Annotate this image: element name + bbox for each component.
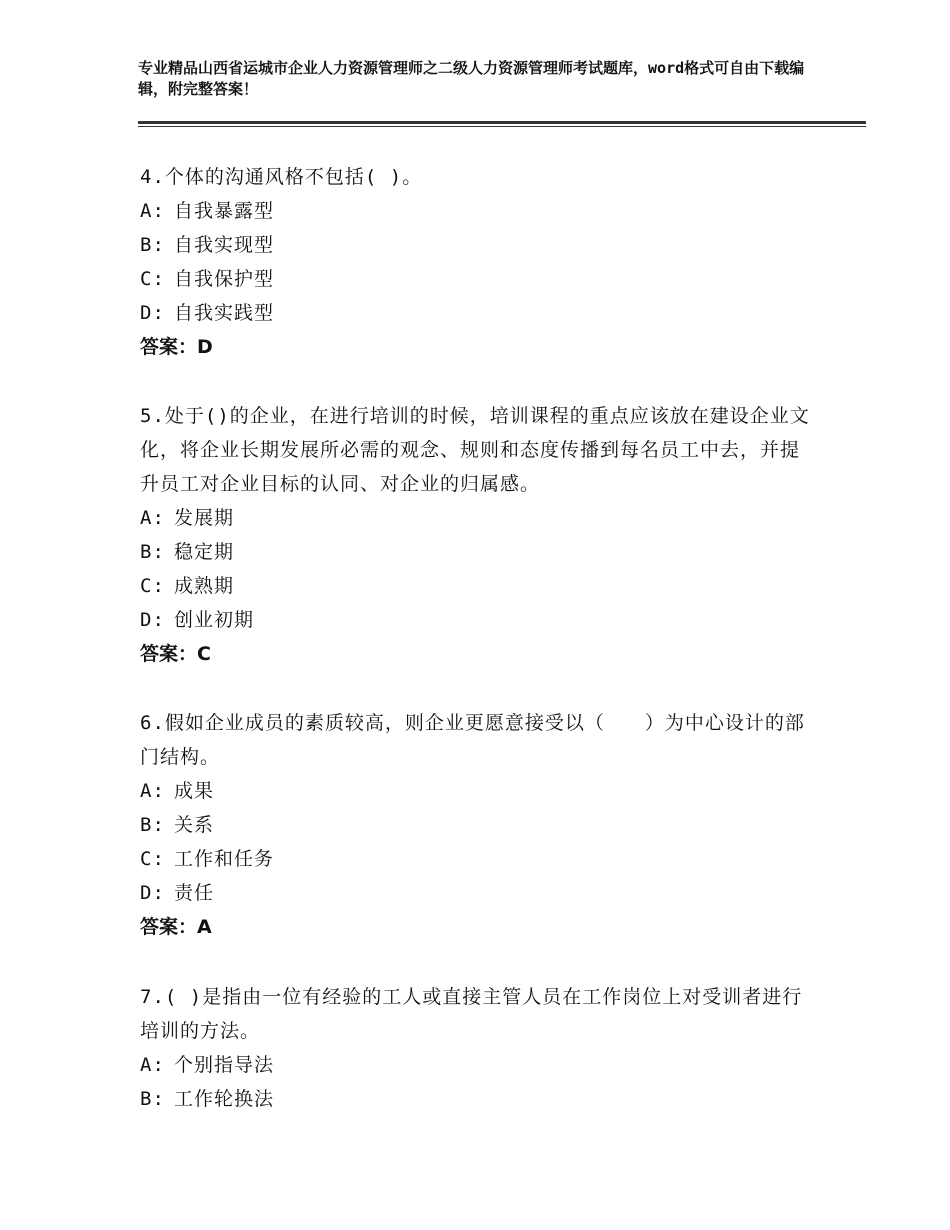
option-text: 责任 [174, 882, 215, 904]
option-letter: D: [140, 882, 165, 904]
option-letter: C: [140, 848, 165, 870]
answer: 答案：C [140, 643, 211, 665]
option-text: 成熟期 [174, 575, 235, 597]
question-4 [140, 160, 810, 364]
option-b [140, 228, 810, 262]
document-header: 专业精品山西省运城市企业人力资源管理师之二级人力资源管理师考试题库，word格式可自由下载编辑，附完整答案！ [138, 59, 805, 98]
option-a [140, 501, 810, 535]
option-a [140, 774, 810, 808]
option-d [140, 876, 810, 910]
option-letter: A: [140, 1054, 165, 1076]
option-b [140, 808, 810, 842]
option-letter: A: [140, 507, 165, 529]
option-text: 自我实现型 [174, 234, 275, 256]
option-b [140, 1082, 810, 1116]
option-text: 发展期 [174, 507, 235, 529]
header-divider-thin [138, 126, 866, 127]
option-text: 工作轮换法 [174, 1088, 275, 1110]
option-letter: B: [140, 541, 165, 563]
option-text: 关系 [174, 814, 215, 836]
option-text: 自我保护型 [174, 268, 275, 290]
option-b [140, 535, 810, 569]
question-stem: 5.处于()的企业，在进行培训的时候，培训课程的重点应该放在建设企业文化，将企业长期发展所必需的观念、规则和态度传播到每名员工中去，并提升员工对企业目标的认同、对企业的归属感。 [140, 405, 810, 495]
answer: 答案：D [140, 336, 213, 358]
option-letter: B: [140, 234, 165, 256]
option-a [140, 1048, 810, 1082]
option-text: 稳定期 [174, 541, 235, 563]
option-c [140, 842, 810, 876]
option-letter: D: [140, 302, 165, 324]
option-text: 自我暴露型 [174, 200, 275, 222]
question-5 [140, 399, 810, 671]
option-letter: B: [140, 1088, 165, 1110]
option-d [140, 296, 810, 330]
question-stem: 7.( )是指由一位有经验的工人或直接主管人员在工作岗位上对受训者进行培训的方法。 [140, 986, 803, 1042]
option-letter: C: [140, 575, 165, 597]
question-6 [140, 706, 810, 944]
option-letter: C: [140, 268, 165, 290]
header-divider-thick [138, 121, 866, 124]
question-stem: 6.假如企业成员的素质较高，则企业更愿意接受以（ ）为中心设计的部门结构。 [140, 712, 805, 768]
option-text: 自我实践型 [174, 302, 275, 324]
option-letter: A: [140, 200, 165, 222]
option-c [140, 262, 810, 296]
option-letter: B: [140, 814, 165, 836]
option-text: 工作和任务 [174, 848, 275, 870]
option-text: 创业初期 [174, 609, 255, 631]
option-d [140, 603, 810, 637]
option-c [140, 569, 810, 603]
option-letter: A: [140, 780, 165, 802]
option-text: 个别指导法 [174, 1054, 275, 1076]
option-text: 成果 [174, 780, 215, 802]
option-letter: D: [140, 609, 165, 631]
answer: 答案：A [140, 916, 212, 938]
option-a [140, 194, 810, 228]
question-7 [140, 980, 810, 1116]
question-stem: 4.个体的沟通风格不包括( )。 [140, 166, 423, 188]
